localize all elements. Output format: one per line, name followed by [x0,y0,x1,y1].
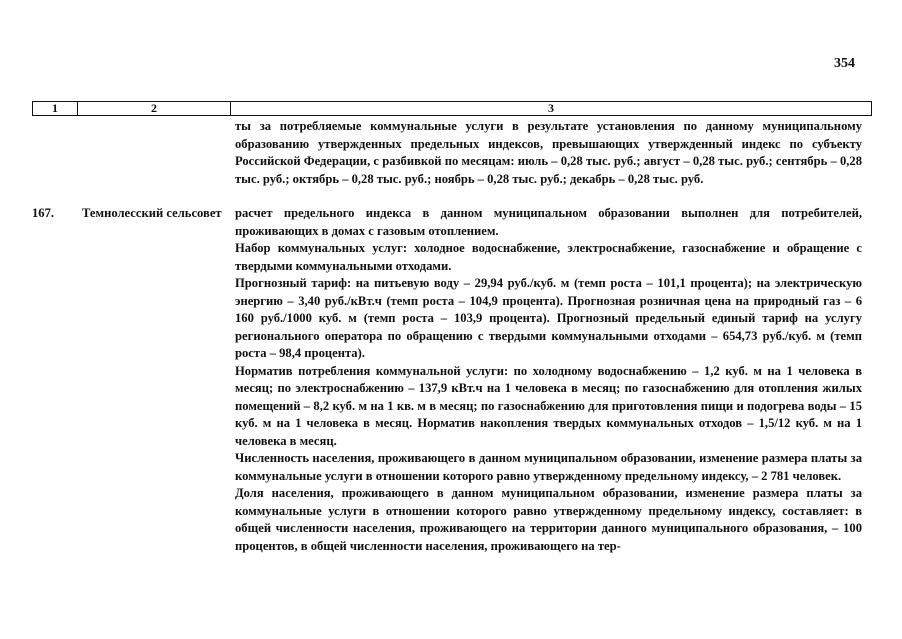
paragraph-population-share: Доля населения, проживающего в данном муниципальном образовании, изменение размера платы за коммунальные услуги в отношении которого равно утвержденному предельному индексу, составляет: в общей численности населения, проживающего на территории данного муниципального образования, – 100 процентов, в общей численности населения, проживающего на тер- [235,486,862,553]
paragraph-norms: Норматив потребления коммунальной услуги: по холодному водоснабжению – 1,2 куб. м на 1 человека в месяц; по электроснабжению – 137,9 кВт.ч на 1 человека в месяц; по газоснабжению для отопления жилых помещений – 8,2 куб. м на 1 кв. м в месяц; по газоснабжению для приготовления пищи и подогрева воды – 15 куб. м на 1 человека в месяц. Норматив накопления твердых коммунальных отходов – 1,5/12 куб. м на 1 человека в месяц. [235,363,862,448]
paragraph-calc-note: расчет предельного индекса в данном муниципальном образовании выполнен для потребителей, проживающих в домах с газовым отоплением. [235,206,862,238]
header-col-3: 3 [231,102,872,116]
row-description [235,205,862,555]
row-number: 167. [32,206,55,220]
header-col-2: 2 [78,102,231,116]
paragraph-services: Набор коммунальных услуг: холодное водоснабжение, электроснабжение, газоснабжение и обращение с твердыми коммунальными отходами. [235,241,862,273]
paragraph-tariffs: Прогнозный тариф: на питьевую воду – 29,94 руб./куб. м (темп роста – 101,1 процента); на электрическую энергию – 3,40 руб./кВт.ч (темп роста – 104,9 процента). Прогнозная розничная цена на природный газ – 6 160 руб./1000 куб. м (темп роста – 103,9 процента). Прогнозный предельный единый тариф на услугу регионального оператора по обращению с твердыми коммунальными отходами – 654,73 руб./куб. м (темп роста – 98,4 процента). [235,276,862,360]
table-header [32,101,872,116]
page-number: 354 [834,56,855,71]
header-col-1: 1 [33,102,78,116]
paragraph-population: Численность населения, проживающего в данном муниципальном образовании, изменение размера платы за коммунальные услуги в отношении которого равно утвержденному предельному индексу, – 2 781 человек. [235,451,862,483]
continuation-text: ты за потребляемые коммунальные услуги в результате установления по данному муниципальному образованию утвержденных предельных индексов, превышающих утвержденный индекс по субъекту Российской Федерации, с разбивкой по месяцам: июль – 0,28 тыс. руб.; август – 0,28 тыс. руб.; сентябрь – 0,28 тыс. руб.; октябрь – 0,28 тыс. руб.; ноябрь – 0,28 тыс. руб.; декабрь – 0,28 тыс. руб. [235,119,862,186]
table-body [32,118,872,555]
table-row [32,205,872,555]
row-municipality-name: Темнолесский сельсовет [82,206,222,220]
